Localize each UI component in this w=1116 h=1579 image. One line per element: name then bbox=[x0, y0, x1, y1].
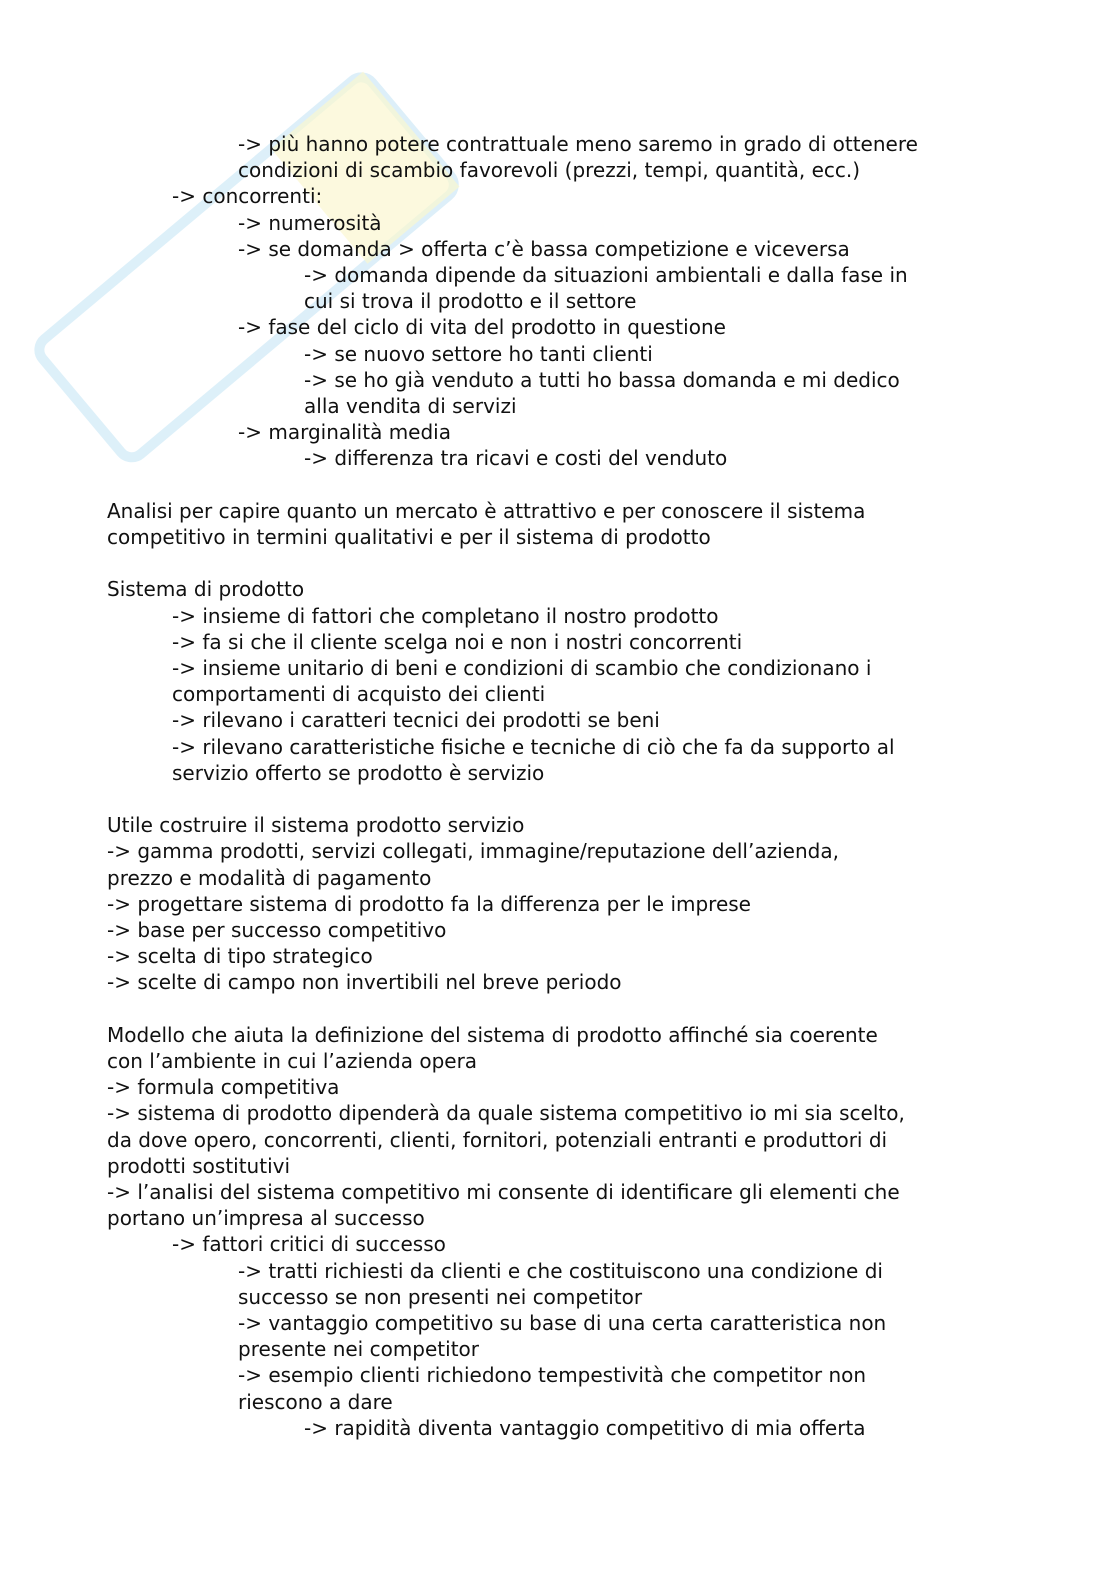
text-line: portano un’impresa al successo bbox=[107, 1206, 425, 1231]
text-line: -> marginalità media bbox=[238, 420, 451, 445]
text-line: -> scelte di campo non invertibili nel breve periodo bbox=[107, 970, 622, 995]
paragraph-gap bbox=[107, 996, 1007, 1022]
text-line: -> fattori critici di successo bbox=[172, 1232, 446, 1257]
text-line: comportamenti di acquisto dei clienti bbox=[172, 682, 546, 707]
paragraph-block bbox=[107, 131, 1007, 472]
text-line: successo se non presenti nei competitor bbox=[238, 1284, 643, 1309]
text-line: -> insieme unitario di beni e condizioni di scambio che condizionano i bbox=[172, 656, 872, 681]
document-body bbox=[107, 131, 1007, 1441]
text-line: -> vantaggio competitivo su base di una certa caratteristica non bbox=[238, 1311, 887, 1336]
paragraph-block bbox=[107, 812, 1007, 995]
text-line: -> tratti richiesti da clienti e che costituiscono una condizione di bbox=[238, 1258, 883, 1283]
text-line: presente nei competitor bbox=[238, 1337, 479, 1362]
paragraph-gap bbox=[107, 472, 1007, 498]
text-line: -> concorrenti: bbox=[172, 184, 323, 209]
text-line: prodotti sostitutivi bbox=[107, 1153, 291, 1178]
paragraph-gap bbox=[107, 786, 1007, 812]
text-line: competitivo in termini qualitativi e per il sistema di prodotto bbox=[107, 525, 711, 550]
paragraph-gap bbox=[107, 550, 1007, 576]
paragraph-block bbox=[107, 576, 1007, 786]
text-line: cui si trova il prodotto e il settore bbox=[304, 289, 637, 314]
text-line: -> se ho già venduto a tutti ho bassa domanda e mi dedico bbox=[304, 367, 900, 392]
text-line: con l’ambiente in cui l’azienda opera bbox=[107, 1049, 478, 1074]
text-line: servizio offerto se prodotto è servizio bbox=[172, 760, 545, 785]
text-line: -> scelta di tipo strategico bbox=[107, 944, 373, 969]
paragraph-block bbox=[107, 1022, 1007, 1441]
text-line: -> se nuovo settore ho tanti clienti bbox=[304, 341, 653, 366]
text-line: -> sistema di prodotto dipenderà da quale sistema competitivo io mi sia scelto, bbox=[107, 1101, 905, 1126]
text-line: da dove opero, concorrenti, clienti, fornitori, potenziali entranti e produttori di bbox=[107, 1127, 888, 1152]
text-line: -> più hanno potere contrattuale meno saremo in grado di ottenere bbox=[238, 132, 918, 156]
text-line: -> formula competitiva bbox=[107, 1075, 340, 1100]
text-line: -> differenza tra ricavi e costi del venduto bbox=[304, 446, 728, 471]
text-line: -> esempio clienti richiedono tempestività che competitor non bbox=[238, 1363, 867, 1388]
text-line: riescono a dare bbox=[238, 1389, 393, 1414]
text-line: Modello che aiuta la definizione del sistema di prodotto affinché sia coerente bbox=[107, 1022, 878, 1047]
text-line: -> fase del ciclo di vita del prodotto in questione bbox=[238, 315, 726, 340]
text-line: Sistema di prodotto bbox=[107, 577, 305, 602]
text-line: -> rilevano caratteristiche fisiche e tecniche di ciò che fa da supporto al bbox=[172, 734, 895, 759]
paragraph-block bbox=[107, 498, 1007, 550]
text-line: -> base per successo competitivo bbox=[107, 918, 447, 943]
text-line: -> fa si che il cliente scelga noi e non i nostri concorrenti bbox=[172, 629, 743, 654]
text-line: Utile costruire il sistema prodotto servizio bbox=[107, 813, 525, 838]
text-line: -> l’analisi del sistema competitivo mi consente di identificare gli elementi che bbox=[107, 1180, 900, 1205]
text-line: -> rapidità diventa vantaggio competitivo di mia offerta bbox=[304, 1415, 866, 1440]
text-line: -> numerosità bbox=[238, 210, 382, 235]
text-line: -> gamma prodotti, servizi collegati, immagine/reputazione dell’azienda, bbox=[107, 839, 839, 864]
text-line: -> se domanda > offerta c’è bassa competizione e viceversa bbox=[238, 236, 850, 261]
text-line: -> rilevano i caratteri tecnici dei prodotti se beni bbox=[172, 708, 660, 733]
text-line: condizioni di scambio favorevoli (prezzi, tempi, quantità, ecc.) bbox=[238, 158, 861, 183]
text-line: Analisi per capire quanto un mercato è attrattivo e per conoscere il sistema bbox=[107, 498, 866, 523]
text-line: alla vendita di servizi bbox=[304, 394, 517, 419]
text-line: -> insieme di fattori che completano il nostro prodotto bbox=[172, 603, 719, 628]
text-line: -> domanda dipende da situazioni ambientali e dalla fase in bbox=[304, 263, 908, 288]
text-line: prezzo e modalità di pagamento bbox=[107, 865, 432, 890]
text-line: -> progettare sistema di prodotto fa la differenza per le imprese bbox=[107, 891, 751, 916]
